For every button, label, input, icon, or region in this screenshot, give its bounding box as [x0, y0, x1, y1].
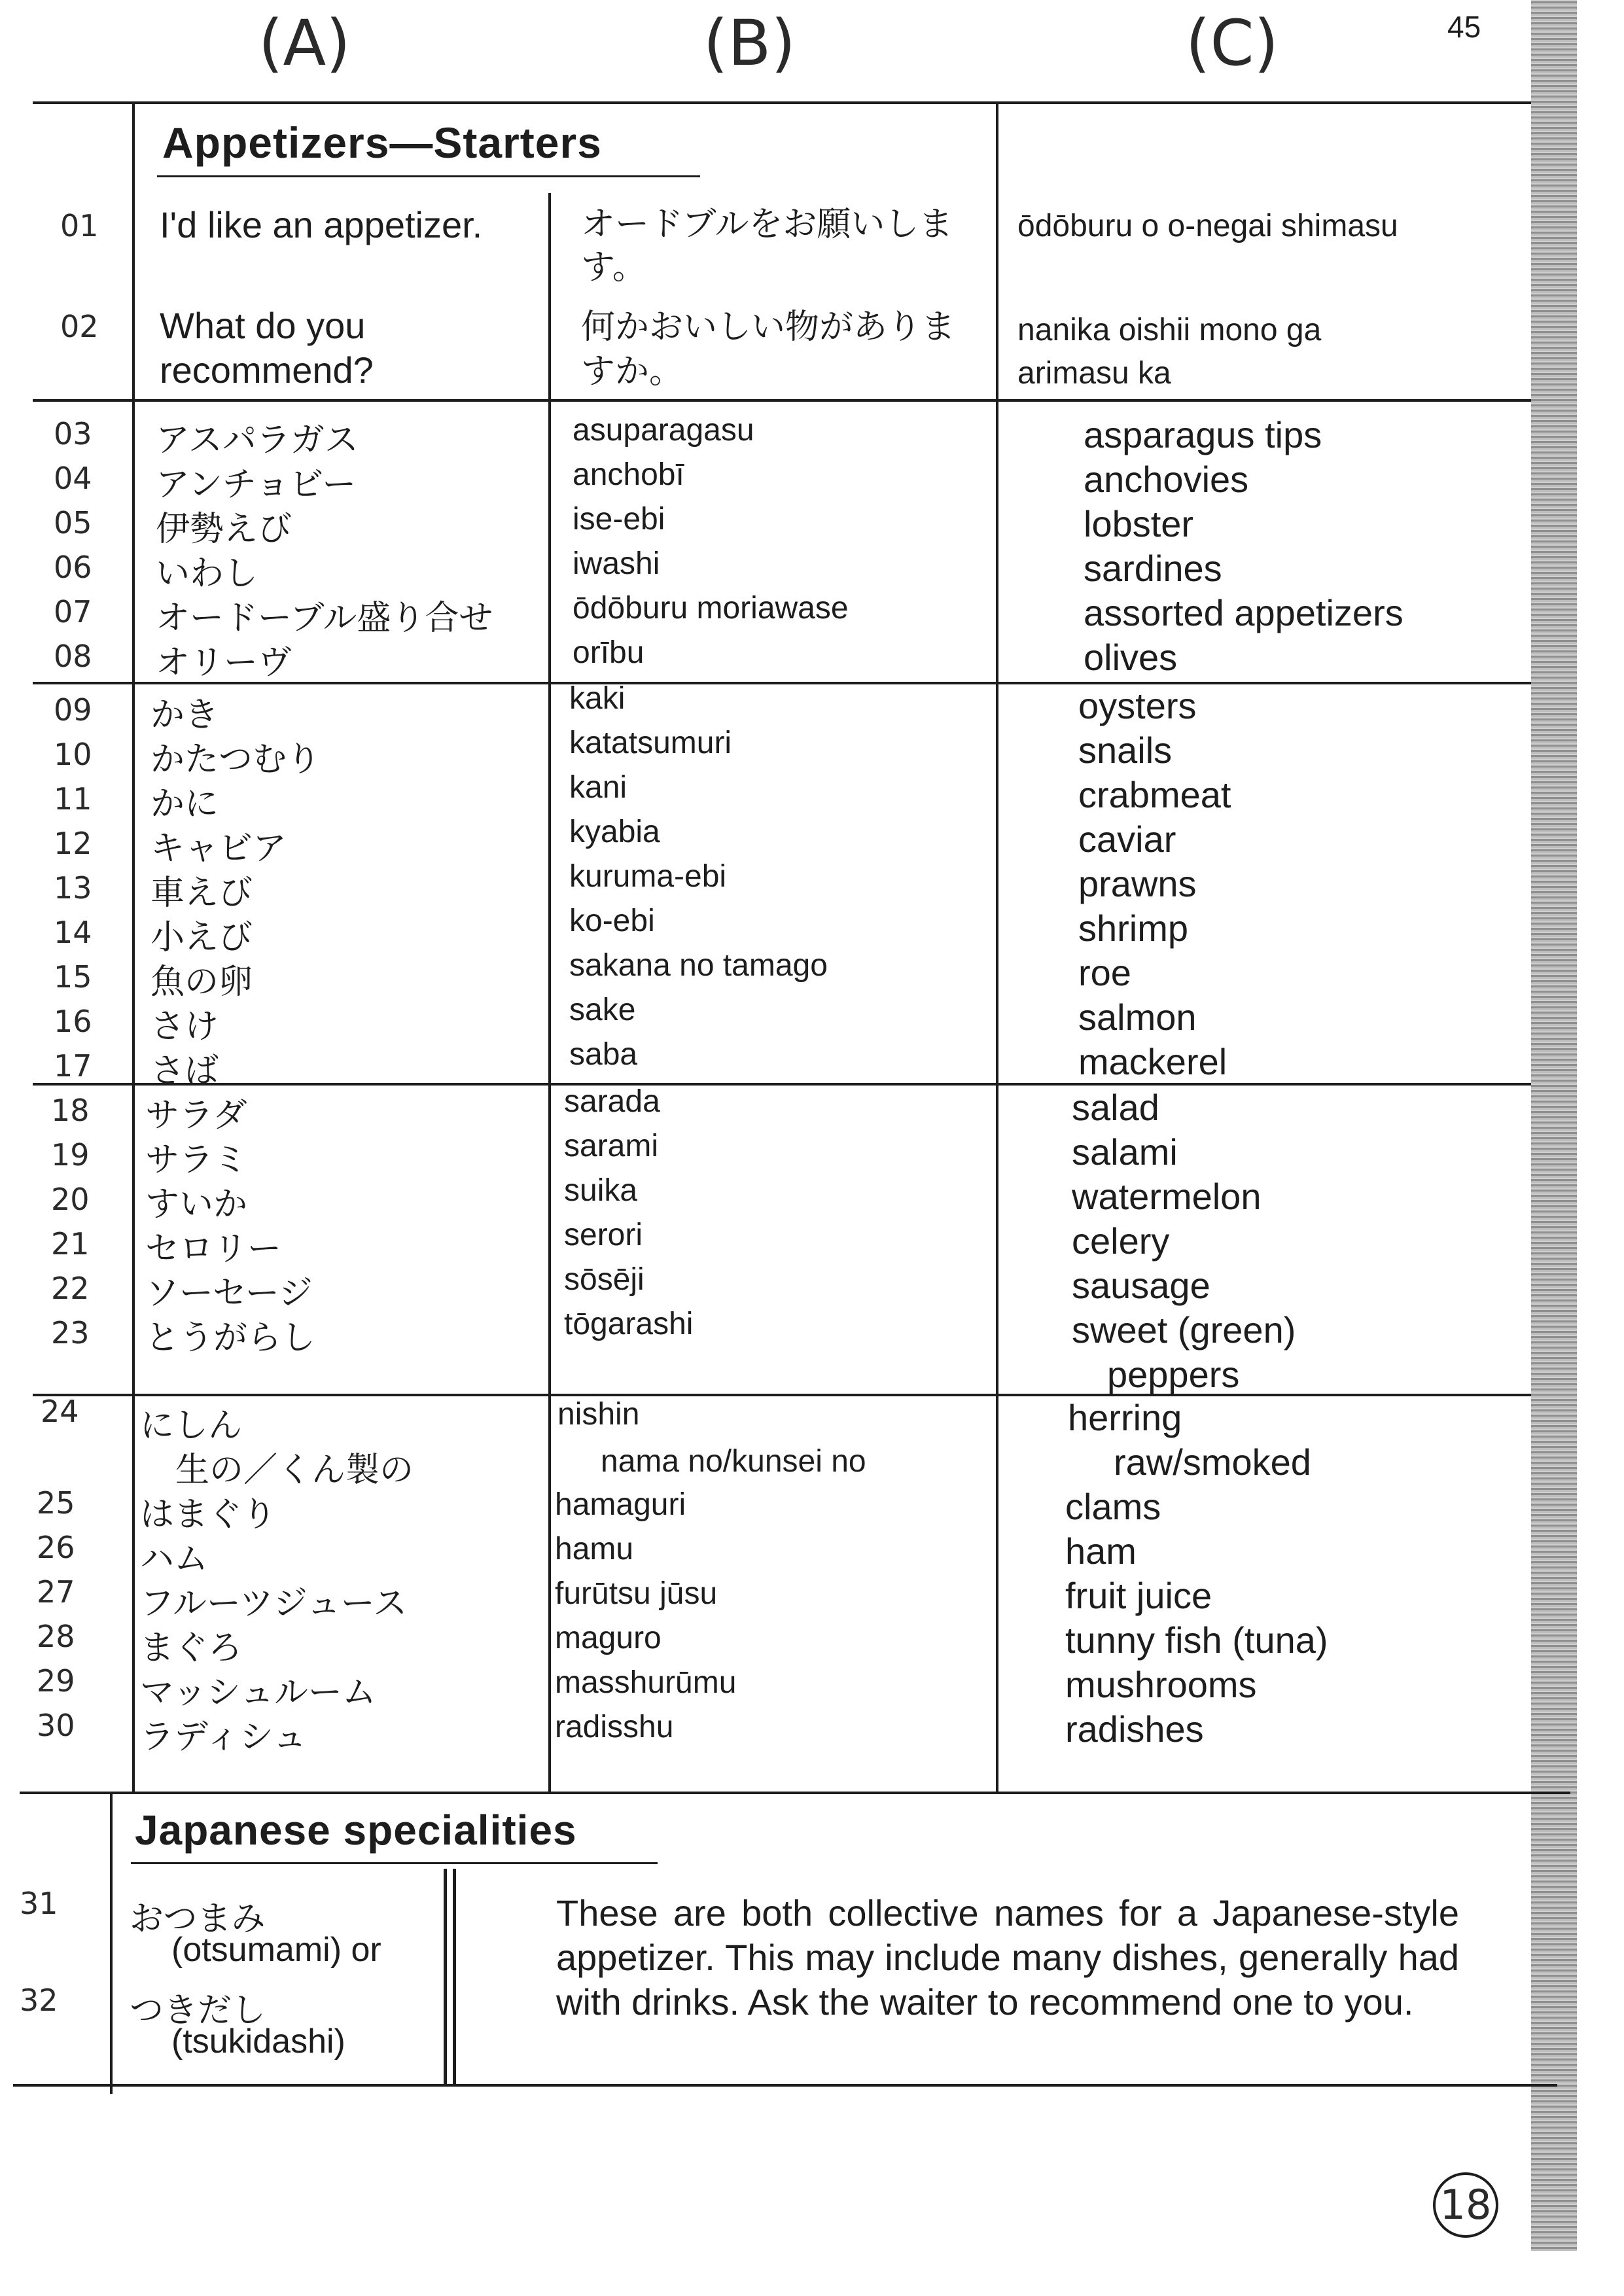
section-title-specialities: Japanese specialities — [135, 1807, 577, 1854]
item-japanese: サラダ — [145, 1096, 247, 1135]
item-japanese: オリーヴ — [156, 643, 292, 682]
item-english: mackerel — [1078, 1041, 1227, 1082]
phrase-romaji: ōdōburu o o-negai shimasu — [1017, 209, 1398, 243]
row-number: 06 — [54, 550, 92, 585]
phrase-japanese: 何かおいしい物がありますか。 — [581, 308, 956, 391]
item-japanese: 車えび — [150, 874, 253, 913]
handwritten-page-number: 18 — [1433, 2172, 1498, 2238]
row-number: 02 — [60, 309, 99, 344]
phrase-japanese: オードブルをお願いします。 — [581, 205, 953, 287]
speciality-japanese: おつまみ — [130, 1899, 266, 1939]
item-japanese: にしん — [140, 1406, 243, 1445]
item-japanese: ハム — [140, 1540, 209, 1579]
item-english: roe — [1078, 952, 1131, 993]
item-english: salad — [1072, 1087, 1159, 1128]
item-romaji: ōdōburu moriawase — [573, 591, 849, 626]
column-label-b: (B) — [703, 7, 796, 80]
item-japanese: さば — [150, 1051, 219, 1091]
column-label-a: (A) — [258, 7, 351, 80]
item-romaji: asuparagasu — [573, 413, 754, 448]
item-romaji: kaki — [569, 681, 626, 716]
item-english: tunny fish (tuna) — [1065, 1619, 1328, 1661]
row-number: 29 — [37, 1663, 75, 1699]
item-romaji: masshurūmu — [555, 1665, 737, 1700]
item-japanese: マッシュルーム — [140, 1673, 376, 1712]
item-japanese: 魚の卵 — [150, 963, 253, 1002]
item-romaji: radisshu — [555, 1710, 674, 1744]
group-rule-3 — [33, 1083, 1531, 1086]
item-english: ham — [1065, 1530, 1137, 1572]
item-english: oysters — [1078, 685, 1197, 726]
row-number: 15 — [54, 959, 92, 995]
item-english: herring — [1068, 1397, 1182, 1438]
item-romaji: iwashi — [573, 546, 660, 581]
item-english: anchovies — [1084, 459, 1249, 500]
row-number: 25 — [37, 1485, 75, 1521]
item-english: lobster — [1084, 503, 1194, 544]
item-japanese: アンチョビー — [156, 465, 357, 504]
item-english: salmon — [1078, 997, 1197, 1038]
row-number: 31 — [20, 1886, 58, 1921]
row-number: 09 — [54, 692, 92, 728]
row-number: 24 — [41, 1394, 79, 1429]
item-japanese: オードーブル盛り合せ — [156, 599, 493, 638]
item-romaji: katatsumuri — [569, 726, 732, 760]
item-japanese: さけ — [150, 1007, 219, 1046]
row-number: 26 — [37, 1530, 75, 1565]
item-romaji: sake — [569, 993, 636, 1027]
item-sub-english: raw/smoked — [1114, 1441, 1311, 1483]
row-number: 07 — [54, 594, 92, 629]
speciality-romaji: (tsukidashi) — [171, 2022, 345, 2060]
item-romaji: hamu — [555, 1532, 634, 1566]
column-rule-c — [996, 101, 998, 1793]
row-number: 10 — [54, 737, 92, 772]
scan-edge — [1531, 0, 1577, 2251]
item-japanese: ソーセージ — [145, 1274, 313, 1313]
item-romaji: suika — [564, 1173, 638, 1208]
item-english: watermelon — [1072, 1176, 1262, 1217]
group-rule-4 — [33, 1394, 1531, 1396]
section2-bottom-rule — [13, 2084, 1557, 2087]
item-sub-japanese: 生の／くん製の — [175, 1451, 414, 1490]
item-english: clams — [1065, 1486, 1161, 1527]
item-english-continued: peppers — [1107, 1354, 1240, 1395]
item-japanese: 小えび — [150, 918, 253, 957]
row-number: 30 — [37, 1708, 75, 1743]
row-number: 19 — [51, 1137, 90, 1173]
item-english: snails — [1078, 730, 1173, 771]
row-number: 28 — [37, 1619, 75, 1654]
column-rule-spec-2 — [453, 1869, 456, 2085]
item-romaji: nishin — [557, 1397, 640, 1432]
item-japanese: はまぐり — [140, 1495, 277, 1534]
item-romaji: orību — [573, 635, 644, 670]
item-english: radishes — [1065, 1708, 1204, 1750]
item-japanese: かたつむり — [150, 740, 321, 779]
item-romaji: ise-ebi — [573, 502, 665, 537]
item-english: olives — [1084, 637, 1178, 678]
item-romaji: sarami — [564, 1129, 659, 1163]
item-japanese: キャビア — [150, 829, 287, 868]
speciality-description: These are both collective names for a Japanese-style appetizer. This may include many dishes, generally had with drinks. Ask the waiter to recommend one to you. — [556, 1892, 1459, 2022]
row-number: 18 — [51, 1093, 90, 1128]
section-title-underline — [131, 1862, 658, 1864]
item-japanese: 伊勢えび — [156, 510, 292, 549]
row-number: 17 — [54, 1048, 92, 1084]
item-romaji: serori — [564, 1218, 643, 1252]
table-bottom-rule — [20, 1792, 1570, 1794]
row-number: 16 — [54, 1004, 92, 1039]
row-number: 23 — [51, 1315, 90, 1351]
page-number: 45 — [1447, 10, 1481, 44]
item-romaji: ko-ebi — [569, 904, 655, 938]
item-romaji: furūtsu jūsu — [555, 1576, 718, 1611]
column-rule-b — [548, 193, 551, 1793]
row-number: 03 — [54, 416, 92, 451]
item-english: sausage — [1072, 1265, 1210, 1306]
item-english: assorted appetizers — [1084, 592, 1403, 633]
section-title-underline — [157, 175, 700, 177]
item-romaji: saba — [569, 1037, 638, 1072]
row-number: 27 — [37, 1574, 75, 1610]
item-japanese: かき — [150, 696, 219, 735]
item-english: salami — [1072, 1131, 1178, 1173]
row-number: 32 — [20, 1983, 58, 2018]
row-number: 04 — [54, 461, 92, 496]
item-english: fruit juice — [1065, 1575, 1212, 1616]
row-number: 14 — [54, 915, 92, 950]
item-japanese: アスパラガス — [156, 421, 359, 460]
row-number: 13 — [54, 870, 92, 906]
phrase-english: What do you recommend? — [160, 305, 374, 391]
item-sub-romaji: nama no/kunsei no — [601, 1444, 866, 1479]
item-japanese: サラミ — [145, 1140, 248, 1180]
item-romaji: kuruma-ebi — [569, 859, 727, 894]
item-romaji: sarada — [564, 1084, 660, 1119]
item-english: shrimp — [1078, 908, 1189, 949]
phrase-romaji: nanika oishii mono ga arimasu ka — [1017, 313, 1322, 391]
item-romaji: tōgarashi — [564, 1307, 694, 1341]
table-top-rule — [33, 101, 1531, 104]
group-rule-1 — [33, 399, 1531, 402]
section-title-appetizers: Appetizers—Starters — [162, 118, 602, 167]
column-rule-spec-num — [110, 1793, 113, 2094]
speciality-romaji: (otsumami) or — [171, 1931, 381, 1969]
item-english: caviar — [1078, 819, 1176, 860]
row-number: 21 — [51, 1226, 90, 1262]
row-number: 11 — [54, 781, 92, 817]
column-label-c: (C) — [1186, 7, 1279, 80]
item-romaji: hamaguri — [555, 1487, 686, 1522]
item-english: mushrooms — [1065, 1664, 1257, 1705]
row-number: 20 — [51, 1182, 90, 1217]
item-romaji: sakana no tamago — [569, 948, 828, 983]
item-english: crabmeat — [1078, 774, 1231, 815]
item-english: prawns — [1078, 863, 1197, 904]
item-japanese: いわし — [156, 554, 258, 593]
row-number: 01 — [60, 208, 99, 243]
item-japanese: ラディシュ — [140, 1718, 307, 1757]
item-japanese: とうがらし — [145, 1318, 316, 1358]
item-romaji: kyabia — [569, 815, 660, 849]
phrase-english: I'd like an appetizer. — [160, 204, 483, 245]
item-japanese: すいか — [145, 1185, 248, 1224]
item-japanese: まぐろ — [140, 1629, 243, 1668]
item-english: asparagus tips — [1084, 414, 1322, 455]
column-rule-spec-1 — [444, 1869, 447, 2085]
item-english: sweet (green) — [1072, 1309, 1296, 1351]
item-japanese: かに — [150, 785, 219, 824]
item-japanese: フルーツジュース — [140, 1584, 408, 1623]
row-number: 08 — [54, 639, 92, 674]
row-number: 22 — [51, 1271, 90, 1306]
item-english: celery — [1072, 1220, 1170, 1262]
item-english: sardines — [1084, 548, 1222, 589]
item-romaji: maguro — [555, 1621, 662, 1655]
row-number: 12 — [54, 826, 92, 861]
item-japanese: セロリー — [145, 1229, 282, 1269]
row-number: 05 — [54, 505, 92, 540]
item-romaji: anchobī — [573, 457, 684, 492]
item-romaji: kani — [569, 770, 627, 805]
speciality-japanese: つきだし — [130, 1991, 266, 2030]
item-romaji: sōsēji — [564, 1262, 644, 1297]
